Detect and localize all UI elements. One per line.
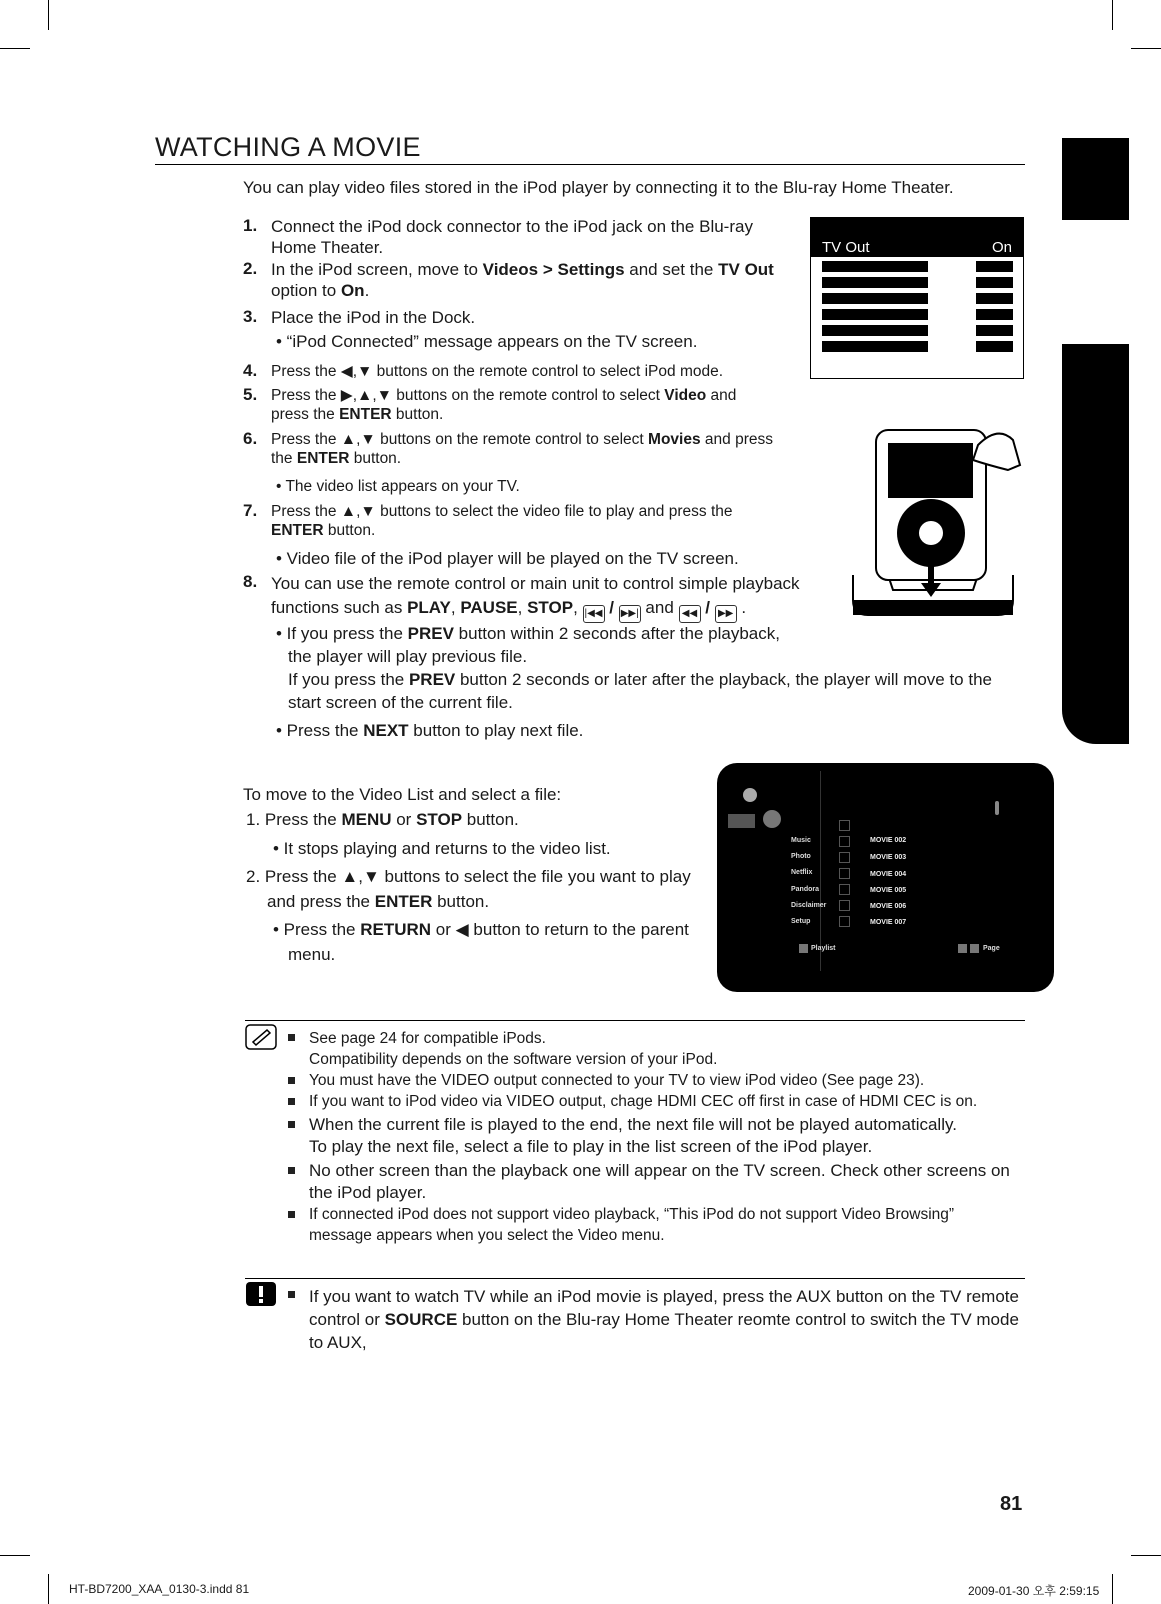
crop-mark	[0, 1555, 30, 1556]
step-3-text: Place the iPod in the Dock.	[271, 308, 476, 327]
step-4-text: Press the ◀,▼ buttons on the remote control to select iPod mode.	[271, 363, 724, 380]
rewind-icon: ◀◀	[679, 605, 701, 623]
caution-text: If you want to watch TV while an iPod movie is played, press the AUX button on the TV remote control or SOURCE button on the Blu-ray Home Theater reomte control to switch the TV mode to AUX,	[309, 1287, 1019, 1352]
menu-item-disclaimer[interactable]: Disclaimer	[791, 902, 827, 909]
crop-mark	[1131, 1555, 1161, 1556]
next-skip-icon: ▶▶|	[619, 605, 641, 623]
chapter-side-tab	[1062, 344, 1129, 744]
tv-out-label: TV Out	[822, 239, 870, 256]
step-number: 8.	[243, 572, 258, 591]
note-6: If connected iPod does not support video playback, “This iPod do not support Video Browsing” message appears when you select the Video menu.	[309, 1206, 955, 1244]
caution-icon	[245, 1282, 277, 1306]
note-icon	[245, 1024, 277, 1050]
step-1-text: Connect the iPod dock connector to the iPod jack on the Blu-ray Home Theater.	[271, 217, 753, 257]
step-8-text: You can use the remote control or main unit to control simple playback functions such as PLAY, PAUSE, STOP, |◀◀ / ▶▶| and ◀◀ / ▶▶ .	[271, 572, 800, 623]
intro-text: You can play video files stored in the iPod player by connecting it to the Blu-ray Home Theater.	[243, 178, 954, 197]
step-8-bullets: • If you press the PREV button within 2 seconds after the playback, the player will play previous file. If you press the PREV button 2 seconds or later after the playback, the player will move to the start screen of the current file. • Press the NEXT button to play next file.	[276, 624, 992, 740]
video-list-screen	[717, 763, 1054, 992]
movie-item[interactable]: MOVIE 003	[870, 854, 907, 861]
movie-item[interactable]: MOVIE 006	[870, 903, 907, 910]
crop-mark	[1112, 1574, 1113, 1604]
page-number: 81	[1000, 1493, 1023, 1515]
step-number: 5.	[243, 385, 258, 404]
prev-skip-icon: |◀◀	[583, 605, 605, 623]
note-5: No other screen than the playback one will appear on the TV screen. Check other screens on the iPod player.	[309, 1161, 1010, 1202]
step-number: 3.	[243, 307, 258, 326]
caution-rule	[245, 1278, 1025, 1279]
step-number: 1.	[243, 216, 258, 235]
step-7-bullet: • Video file of the iPod player will be played on the TV screen.	[276, 549, 739, 568]
chapter-side-tab-top	[1062, 344, 1129, 380]
note-2: You must have the VIDEO output connected to your TV to view iPod video (See page 23).	[309, 1072, 925, 1089]
crop-mark	[48, 0, 49, 30]
movie-item[interactable]: MOVIE 004	[870, 871, 907, 878]
note-3: If you want to iPod video via VIDEO output, chage HDMI CEC off first in case of HDMI CEC is on.	[309, 1093, 978, 1110]
step-7-text: Press the ▲,▼ buttons to select the video file to play and press the ENTER button.	[271, 503, 733, 539]
notes-rule	[245, 1020, 1025, 1021]
crop-mark	[1131, 48, 1161, 49]
fast-forward-icon: ▶▶	[715, 605, 737, 623]
note-1: See page 24 for compatible iPods. Compatibility depends on the software version of your iPod.	[309, 1030, 718, 1068]
chapter-tab	[1062, 138, 1129, 220]
step-number: 6.	[243, 429, 258, 448]
footer-filename: HT-BD7200_XAA_0130-3.indd 81	[69, 1582, 250, 1596]
video-list-instructions: To move to the Video List and select a file: 1. Press the MENU or STOP button. • It stops playing and returns to the video list. 2. Press the ▲,▼ buttons to select the file you want to play and press the ENTER button. • Press the RETURN or ◀ button to return to the parent menu.	[243, 785, 691, 964]
ipod-dock-illustration	[848, 425, 1026, 625]
movie-item[interactable]: MOVIE 005	[870, 887, 907, 894]
step-5-text: Press the ▶,▲,▼ buttons on the remote control to select Video and press the ENTER button.	[271, 387, 737, 423]
section-title: WATCHING A MOVIE	[155, 132, 421, 162]
movie-item[interactable]: MOVIE 007	[870, 919, 907, 926]
step-6-bullet: • The video list appears on your TV.	[276, 478, 520, 495]
crop-mark	[1112, 0, 1113, 30]
movie-item[interactable]: MOVIE 002	[870, 837, 907, 844]
menu-item-pandora[interactable]: Pandora	[791, 886, 820, 893]
footer-date: 2009-01-30 오후 2:59:15	[968, 1584, 1100, 1598]
step-number: 2.	[243, 259, 258, 278]
title-rule	[155, 164, 1025, 165]
crop-mark	[48, 1574, 49, 1604]
note-4: When the current file is played to the end, the next file will not be played automatically. To play the next file, select a file to play in the list screen of the iPod player.	[309, 1115, 957, 1156]
step-number: 7.	[243, 501, 258, 520]
menu-item-setup[interactable]: Setup	[791, 918, 811, 925]
step-2-text: In the iPod screen, move to Videos > Settings and set the TV Out option to On.	[271, 260, 774, 300]
playlist-hint: Playlist	[811, 945, 836, 952]
step-3-bullet: • “iPod Connected” message appears on the TV screen.	[276, 332, 698, 351]
menu-item-photo[interactable]: Photo	[791, 853, 811, 860]
crop-mark	[0, 48, 30, 49]
page-hint: Page	[983, 945, 1000, 952]
tv-out-settings-screen	[810, 217, 1024, 379]
menu-item-netflix[interactable]: Netflix	[791, 869, 813, 876]
tv-out-value: On	[991, 239, 1012, 256]
step-number: 4.	[243, 361, 258, 380]
menu-item-music[interactable]: Music	[791, 837, 811, 844]
step-6-text: Press the ▲,▼ buttons on the remote control to select Movies and press the ENTER button.	[271, 431, 773, 467]
tv-out-row	[811, 218, 1023, 257]
